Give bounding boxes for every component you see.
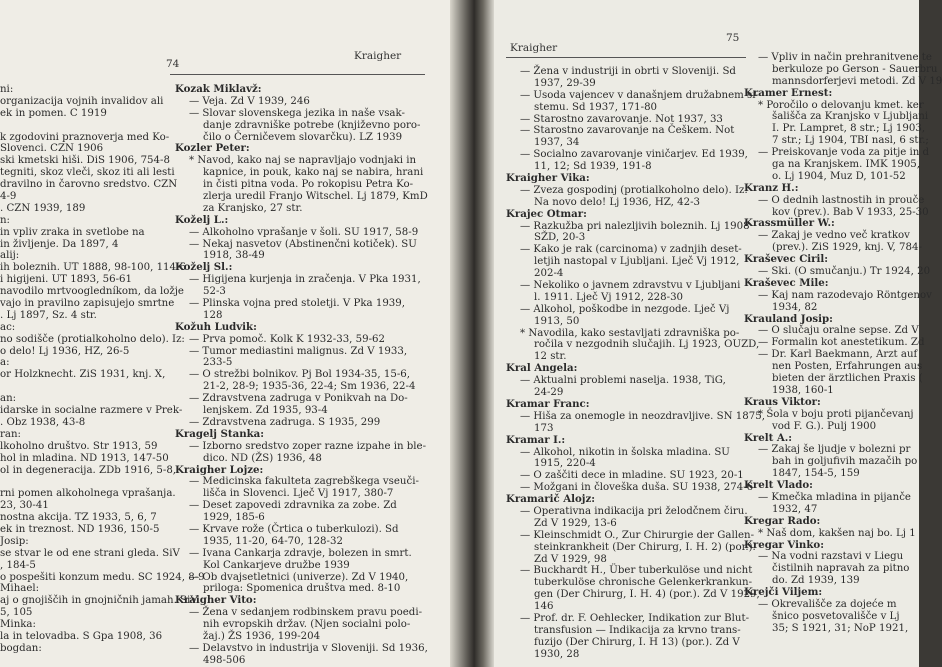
bibliography-line: 1930, 28 xyxy=(534,648,580,660)
bibliography-line: in življenje. Da 1897, 4 xyxy=(0,238,119,250)
author-heading: Kraigher Lojze: xyxy=(175,463,264,476)
bibliography-line: 1938, 160-1 xyxy=(772,384,834,396)
bibliography-line: zlerja uredil Franjo Witschel. Lj 1879, KmD xyxy=(203,191,428,203)
author-heading: Kramar I.: xyxy=(506,433,566,446)
bibliography-line: 1913, 50 xyxy=(534,315,580,327)
bibliography-line: (prev.). ZiS 1929, knj. V, 784- xyxy=(772,242,922,254)
bibliography-line: Mihael: xyxy=(0,583,40,595)
bibliography-line: ročila v nezgodnih slučajih. Lj 1923, OUZD, xyxy=(534,339,760,351)
bibliography-line: 23, 30-41 xyxy=(0,500,49,512)
bibliography-line: šnico posvetovališče v Lj xyxy=(772,610,900,622)
bibliography-line: vod F. G.). Pulj 1900 xyxy=(772,420,877,432)
bibliography-line: lišča in Slovenci. Lječ Vj 1917, 380-7 xyxy=(203,488,394,500)
bibliography-line: — Buckhardt H., Über tuberkulöse und nicht xyxy=(520,565,753,577)
bibliography-line: . Lj 1897, Sz. 4 str. xyxy=(0,309,97,321)
bibliography-line: kov (prev.). Bab V 1933, 25-30 xyxy=(772,206,929,218)
left-page xyxy=(0,0,450,667)
bibliography-line: čilo o Černičevem slovarčku). LZ 1939 xyxy=(203,131,403,143)
bibliography-line: — Deset zapovedi zdravnika za zobe. Zd xyxy=(189,500,397,512)
right-header-rule xyxy=(506,57,746,58)
bibliography-line: * Naš dom, kakšen naj bo. Lj 1 xyxy=(758,527,916,539)
bibliography-line: ih boleznih. UT 1888, 98-100, 114-6 xyxy=(0,262,186,274)
author-heading: Koželj L.: xyxy=(175,213,229,226)
bibliography-line: rni pomen alkoholnega vprašanja. xyxy=(0,488,176,500)
bibliography-line: an: xyxy=(0,393,17,405)
bibliography-line: — Žena v sedanjem rodbinskem pravu poedi- xyxy=(189,607,423,619)
bibliography-line: čistilnih napravah za pitno xyxy=(772,563,910,575)
bibliography-line: — Vpliv in način prehranitvene te xyxy=(758,52,932,63)
bibliography-line: — Tumor mediastini malignus. Zd V 1933, xyxy=(189,345,408,357)
bibliography-line: — Na vodni razstavi v Liegu xyxy=(758,551,904,563)
bibliography-line: — Zdravstvena zadruga. S 1935, 299 xyxy=(189,416,381,428)
author-heading: Krelt Vlado: xyxy=(744,479,813,492)
left-running-head: Kraigher xyxy=(354,50,402,62)
bibliography-line: ran: xyxy=(0,428,21,440)
bibliography-line: 7 str.; Lj 1904, TBI nasl, 6 str.; xyxy=(772,135,929,147)
bibliography-line: hol in mladina. ND 1913, 147-50 xyxy=(0,452,169,464)
bibliography-line: 202-4 xyxy=(534,268,564,280)
bibliography-line: — Nekaj nasvetov (Abstinenčni kotiček). SU xyxy=(189,238,417,250)
bibliography-line: transfusion — Indikacija za krvno trans- xyxy=(534,624,741,636)
author-heading: Krassmüller W.: xyxy=(744,217,835,230)
author-heading: Kraševec Mile: xyxy=(744,276,829,289)
bibliography-line: dravilno in čarovno sredstvo. CZN xyxy=(0,179,178,191)
bibliography-line: — Plinska vojna pred stoletji. V Pka 1939, xyxy=(189,298,406,310)
author-heading: Kranz H.: xyxy=(744,181,799,194)
bibliography-line: — Razkužba pri nalezljivih boleznih. Lj 1908 xyxy=(520,220,750,232)
bibliography-line: — Kmečka mladina in pijanče xyxy=(758,491,911,503)
bibliography-line: — Dr. Karl Baekmann, Arzt auf xyxy=(758,349,918,361)
bibliography-line: no sodišče (protialkoholno delo). Iz: xyxy=(0,333,185,345)
bibliography-line: do. Zd 1939, 139 xyxy=(772,575,860,587)
bibliography-line: — Nekoliko o javnem zdravstvu v Ljubljani xyxy=(520,280,741,292)
author-heading: Kozak Miklavž: xyxy=(175,83,262,95)
bibliography-line: ac: xyxy=(0,321,16,333)
right-running-head: Kraigher xyxy=(510,42,558,54)
bibliography-line: — Kako je rak (carcinoma) v zadnjih deset- xyxy=(520,244,742,256)
author-heading: Krelt A.: xyxy=(744,431,793,444)
bibliography-line: 1929, 185-6 xyxy=(203,512,265,524)
bibliography-line: dico. ND (ŽS) 1936, 48 xyxy=(203,452,322,464)
author-heading: Kramer Ernest: xyxy=(744,86,833,99)
bibliography-line: Slovenci. CZN 1906 xyxy=(0,143,104,155)
bibliography-line: — Zakaj še ljudje v bolezni pr xyxy=(758,444,911,456)
bibliography-line: — O slučaju oralne sepse. Zd V xyxy=(758,325,919,337)
bibliography-line: 11, 12; Sd 1939, 191-8 xyxy=(534,161,652,173)
bibliography-line: 1915, 220-4 xyxy=(534,458,596,470)
bibliography-line: — Prva pomoč. Kolk K 1932-33, 59-62 xyxy=(189,333,386,345)
bibliography-line: Zd V 1929, 98 xyxy=(534,553,607,565)
bibliography-line: letjih nastopal v Ljubljani. Lječ Vj 1912, xyxy=(534,256,740,268)
bibliography-line: * Navod, kako naj se napravljajo vodnjaki in xyxy=(189,155,417,167)
bibliography-line: tegniti, skoz vleči, skoz iti ali lesti xyxy=(0,167,175,179)
bibliography-line: — Ski. (O smučanju.) Tr 1924, 20 xyxy=(758,266,931,278)
bibliography-line: la in telovadba. S Gpa 1908, 36 xyxy=(0,630,163,642)
bibliography-line: — Hiša za onemogle in neozdravljive. SN 1875, xyxy=(520,410,765,422)
bibliography-line: 1937, 29-39 xyxy=(534,77,596,89)
author-heading: Kraus Viktor: xyxy=(744,395,821,408)
bibliography-line: lkoholno društvo. Str 1913, 59 xyxy=(0,440,158,452)
bibliography-line: nih evropskih držav. (Njen socialni polo- xyxy=(203,619,411,631)
bibliography-line: — Možgani in človeška duša. SU 1938, 274-6 xyxy=(520,482,754,494)
right-page-number: 75 xyxy=(726,32,740,44)
bibliography-line: I. Pr. Lampret, 8 str.; Lj 1903, xyxy=(772,123,926,135)
author-heading: Krajec Otmar: xyxy=(506,207,587,220)
bibliography-line: — Zveza gospodinj (protialkoholno delo). Iz: xyxy=(520,184,748,196)
bibliography-line: — Delavstvo in industrija v Sloveniji. Sd 1936, xyxy=(189,642,428,654)
bibliography-line: 1918, 38-49 xyxy=(203,250,265,262)
bibliography-line: 4-9 xyxy=(0,191,17,203)
bibliography-line: 146 xyxy=(534,601,554,613)
author-heading: Kožuh Ludvik: xyxy=(175,320,257,333)
author-heading: Kozler Peter: xyxy=(175,142,250,155)
bibliography-line: 1932, 47 xyxy=(772,503,818,515)
bibliography-line: šališča za Kranjsko v Ljubljani xyxy=(772,111,929,123)
bibliography-line: — Starostno zavarovanje. Not 1937, 33 xyxy=(520,113,723,125)
bibliography-line: bogdan: xyxy=(0,642,42,654)
author-heading: Kregar Rado: xyxy=(744,514,821,527)
bibliography-line: — Operativna indikacija pri želodčnem čiru. xyxy=(520,505,748,517)
bibliography-line: danje zdravniške potrebe (književno poro- xyxy=(203,119,421,131)
bibliography-line: Josip: xyxy=(0,535,29,547)
bibliography-line: fuzijo (Der Chirurg, I. H 13) (por.). Zd V xyxy=(534,636,740,648)
bibliography-line: in čisti pitna voda. Po rokopisu Petra Ko- xyxy=(203,179,414,191)
bibliography-line: ga na Kranjskem. IMK 1905, xyxy=(772,159,921,171)
bibliography-line: gen (Der Chirurg, I. H. 4) (por.). Zd V 1929, xyxy=(534,589,760,601)
bibliography-line: Zd V 1929, 13-6 xyxy=(534,517,617,529)
bibliography-line: ni: xyxy=(0,84,14,95)
bibliography-line: lenjskem. Zd 1935, 93-4 xyxy=(203,405,328,417)
bibliography-line: — Aktualni problemi naselja. 1938, TiG, xyxy=(520,375,726,387)
bibliography-line: — Ob dvajsetletnici (univerze). Zd V 1940, xyxy=(189,571,409,583)
bibliography-line: k zgodovini praznoverja med Ko- xyxy=(0,131,170,143)
bibliography-line: ski kmetski hiši. DiS 1906, 754-8 xyxy=(0,155,170,167)
author-heading: Kraigher Vika: xyxy=(506,172,590,185)
left-page-number: 74 xyxy=(166,58,180,70)
bibliography-line: — Socialno zavarovanje viničarjev. Ed 1939, xyxy=(520,149,748,161)
bibliography-line: Na novo delo! Lj 1936, HZ, 42-3 xyxy=(534,196,701,208)
bibliography-line: — Formalin kot anestetikum. Zd xyxy=(758,337,925,349)
bibliography-line: ek in pomen. C 1919 xyxy=(0,107,107,119)
author-heading: Koželj Sl.: xyxy=(175,261,233,274)
bibliography-line: nen Posten, Erfahrungen aus xyxy=(772,361,923,373)
bibliography-line: priloga: Spomenica društva med. 8-10 xyxy=(203,583,401,595)
author-heading: Kramar Franc: xyxy=(506,397,590,410)
author-heading: Kragelj Stanka: xyxy=(175,427,265,440)
author-heading: Kral Angela: xyxy=(506,362,578,375)
bibliography-line: — Higijena kurjenja in zračenja. V Pka 1931, xyxy=(189,274,421,286)
bibliography-line: nostna akcija. TZ 1933, 5, 6, 7 xyxy=(0,512,157,524)
bibliography-line: or Holzknecht. ZiS 1931, knj. X, xyxy=(0,369,166,381)
bibliography-line: — Okrevališče za dojeće m xyxy=(758,598,897,610)
bibliography-line: bah in goljufivih mazačih po xyxy=(772,456,918,468)
bibliography-line: o pospešiti konzum medu. SC 1924, 8-9 xyxy=(0,571,205,583)
right-page xyxy=(494,0,942,667)
bibliography-line: — Alkohol, poškodbe in nezgode. Lječ Vj xyxy=(520,303,730,315)
bibliography-line: Kol Cankarjeve družbe 1939 xyxy=(203,559,350,571)
bibliography-line: — Žena v industriji in obrti v Sloveniji. Sd xyxy=(520,66,736,77)
bibliography-line: 233-5 xyxy=(203,357,233,369)
bibliography-line: stemu. Sd 1937, 171-80 xyxy=(534,101,658,113)
bibliography-line: 1847, 154-5, 159 xyxy=(772,468,860,480)
bibliography-line: bieten der ärztlichen Praxis ( xyxy=(772,373,923,385)
bibliography-line: * Poročilo o delovanju kmet. ker xyxy=(758,99,924,111)
bibliography-line: — Preiskovanje voda za pitje in d xyxy=(758,147,930,159)
bibliography-line: 173 xyxy=(534,422,554,434)
bibliography-line: navodilo mrtvoogledníkom, da ložje xyxy=(0,286,184,298)
bibliography-line: tuberkulöse chronische Gelenkerkrankun- xyxy=(534,577,753,589)
bibliography-line: 1934, 82 xyxy=(772,301,818,313)
bibliography-line: in vpliv zraka in svetlobe na xyxy=(0,226,145,238)
bibliography-line: — Ivana Cankarja zdravje, bolezen in smrt. xyxy=(189,547,412,559)
bibliography-line: — Kleinschmidt O., Zur Chirurgie der Gallen- xyxy=(520,529,755,541)
bibliography-line: — Krvave rože (Črtica o tuberkulozi). Sd xyxy=(189,523,399,535)
author-heading: Kregar Vinko: xyxy=(744,538,824,551)
bibliography-line: — Usoda vajencev v današnjem družabnem si- xyxy=(520,89,759,101)
left-column-2 xyxy=(175,84,447,667)
bibliography-line: 35; S 1921, 31; NoP 1921, xyxy=(772,622,909,634)
bibliography-line: se stvar le od ene strani gleda. SiV xyxy=(0,547,180,559)
bibliography-line xyxy=(0,476,170,488)
author-heading: Kraigher Vito: xyxy=(175,594,257,607)
bibliography-line: alij: xyxy=(0,250,20,262)
bibliography-line: — Prof. dr. F. Oehlecker, Indikation zur Blut- xyxy=(520,612,750,624)
bibliography-line: — Zdravstvena zadruga v Ponikvah na Do- xyxy=(189,393,408,405)
bibliography-line: idarske in socialne razmere v Prek- xyxy=(0,405,183,417)
bibliography-line: vajo in pravilno zapisujejo smrtne xyxy=(0,298,175,310)
bibliography-line: 1935, 11-20, 64-70, 128-32 xyxy=(203,535,343,547)
bibliography-line: . CZN 1939, 189 xyxy=(0,202,86,214)
bibliography-line: aj o gnojiščih in gnojničnih jamah. SiV xyxy=(0,595,198,607)
bibliography-line: 24-29 xyxy=(534,387,564,399)
bibliography-line: . Obz 1938, 43-8 xyxy=(0,416,86,428)
bibliography-line: i higijeni. UT 1893, 56-61 xyxy=(0,274,132,286)
bibliography-line: ek in treznost. ND 1936, 150-5 xyxy=(0,523,160,535)
bibliography-line: * Navodila, kako sestavljati zdravniška po- xyxy=(520,327,740,339)
author-heading: Kraševec Ciril: xyxy=(744,253,829,266)
bibliography-line: 128 xyxy=(203,309,223,321)
right-column-1 xyxy=(506,66,765,667)
author-heading: Kramarič Alojz: xyxy=(506,493,595,506)
bibliography-line: organizacija vojnih invalidov ali xyxy=(0,95,164,107)
bibliography-line: berkuloze po Gerson - Sauerbru xyxy=(772,63,938,75)
bibliography-line: SŽD, 20-3 xyxy=(534,232,586,244)
bibliography-line: steinkrankheit (Der Chirurg, I. H. 2) (por.). xyxy=(534,541,756,553)
bibliography-line: l. 1911. Lječ Vj 1912, 228-30 xyxy=(534,291,684,303)
bibliography-line: Minka: xyxy=(0,619,36,631)
bibliography-line: — Medicinska fakulteta zagrebškega vseuči- xyxy=(189,476,419,488)
bibliography-line: , 184-5 xyxy=(0,559,36,571)
bibliography-line: 12 str. xyxy=(534,351,567,363)
bibliography-line: ol in degeneracija. ZDb 1916, 5-8, xyxy=(0,464,177,476)
bibliography-line: — Starostno zavarovanje na Češkem. Not xyxy=(520,125,735,137)
bibliography-line xyxy=(0,381,170,393)
bibliography-line: 1937, 34 xyxy=(534,137,580,149)
bibliography-line: — O strežbi bolnikov. Pj Bol 1934-35, 15-6, xyxy=(189,369,410,381)
left-header-rule xyxy=(170,74,425,75)
bibliography-line: — Kaj nam razodevajo Röntgenov xyxy=(758,289,932,301)
bibliography-line: * Šola v boju proti pijančevanj xyxy=(758,408,914,420)
bibliography-line: 52-3 xyxy=(203,286,226,298)
bibliography-line: kapnice, in pouk, kako naj se nabira, hrani xyxy=(203,167,424,179)
bibliography-line: žaj.) ŽS 1936, 199-204 xyxy=(203,630,321,642)
bibliography-line: n: xyxy=(0,214,10,226)
bibliography-line: 498-506 xyxy=(203,654,246,666)
bibliography-line: za Kranjsko, 27 str. xyxy=(203,202,303,214)
bibliography-line: — Alkoholno vprašanje v šoli. SU 1917, 58-9 xyxy=(189,226,419,238)
bibliography-line: a: xyxy=(0,357,10,369)
bibliography-line: — Alkohol, nikotin in šolska mladina. SU xyxy=(520,446,730,458)
bibliography-line: — Izborno sredstvo zoper razne izpahe in ble- xyxy=(189,440,427,452)
right-column-2 xyxy=(744,52,942,667)
bibliography-line: — Zakaj je vedno več kratkov xyxy=(758,230,910,242)
author-heading: Krejči Viljem: xyxy=(744,586,823,599)
author-heading: Krauland Josip: xyxy=(744,312,833,325)
bibliography-line: o. Lj 1904, Muz D, 101-52 xyxy=(772,170,906,182)
bibliography-line: mannsdorferjevi metodi. Zd V 19 xyxy=(772,75,942,87)
bibliography-line: 5, 105 xyxy=(0,607,33,619)
book-gutter xyxy=(450,0,494,667)
bibliography-line: — Veja. Zd V 1939, 246 xyxy=(189,95,310,107)
bibliography-line: o delo! Lj 1936, HZ, 26-5 xyxy=(0,345,130,357)
bibliography-line: 21-2, 28-9; 1935-36, 22-4; Sm 1936, 22-4 xyxy=(203,381,416,393)
bibliography-line: — Slovar slovenskega jezika in naše vsak- xyxy=(189,107,405,119)
bibliography-line: — O zaščiti dece in mladine. SU 1923, 20-1 xyxy=(520,470,744,482)
bibliography-line xyxy=(0,120,170,132)
bibliography-line: — O dednih lastnostih in prouče xyxy=(758,194,925,206)
